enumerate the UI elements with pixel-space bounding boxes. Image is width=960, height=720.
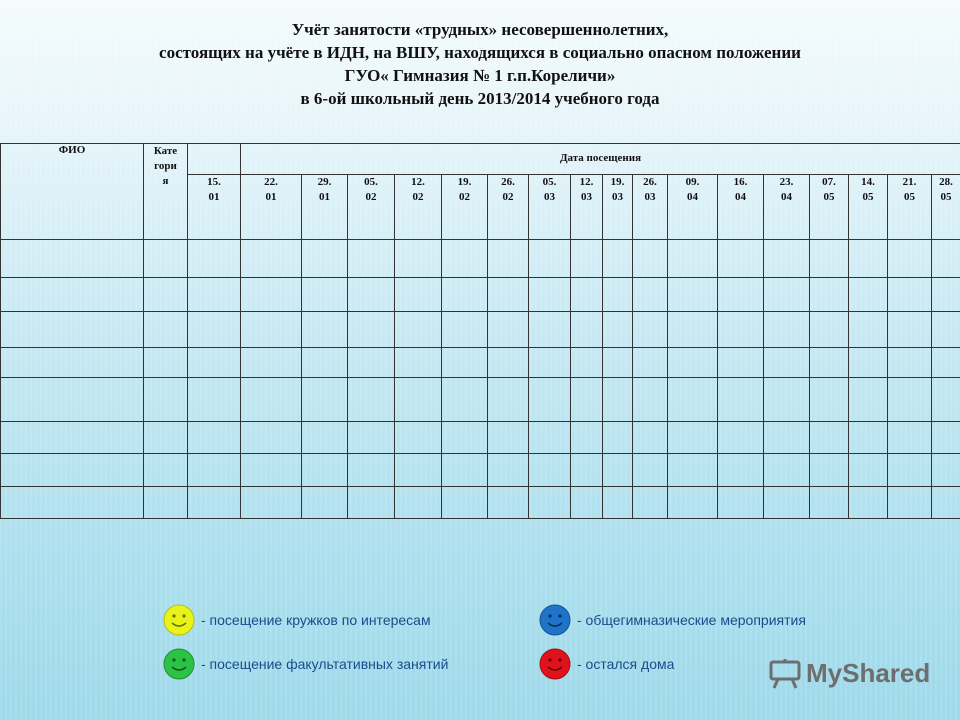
table-cell[interactable] bbox=[302, 240, 348, 278]
table-cell[interactable] bbox=[144, 278, 188, 312]
column-header-fio: ФИО bbox=[1, 144, 144, 240]
table-cell[interactable] bbox=[188, 487, 241, 519]
table-cell[interactable] bbox=[144, 348, 188, 378]
green-smiley-icon bbox=[163, 648, 195, 680]
table-cell[interactable] bbox=[442, 378, 488, 422]
table-cell[interactable] bbox=[488, 454, 529, 487]
table-cell[interactable] bbox=[764, 240, 810, 278]
table-cell[interactable] bbox=[488, 487, 529, 519]
table-cell[interactable] bbox=[395, 348, 442, 378]
date-header-cell: 14. 05 bbox=[849, 175, 888, 240]
table-cell[interactable] bbox=[932, 278, 960, 312]
table-cell[interactable] bbox=[932, 454, 960, 487]
table-cell[interactable] bbox=[529, 312, 571, 348]
table-cell[interactable] bbox=[395, 240, 442, 278]
table-cell[interactable] bbox=[810, 378, 849, 422]
table-cell[interactable] bbox=[529, 278, 571, 312]
table-cell[interactable] bbox=[571, 312, 603, 348]
table-cell[interactable] bbox=[888, 422, 932, 454]
table-cell[interactable] bbox=[849, 312, 888, 348]
table-cell[interactable] bbox=[932, 312, 960, 348]
legend-label-clubs: - посещение кружков по интересам bbox=[201, 612, 431, 628]
table-cell[interactable] bbox=[718, 422, 764, 454]
table-cell[interactable] bbox=[488, 378, 529, 422]
legend-label-electives: - посещение факультативных занятий bbox=[201, 656, 449, 672]
table-cell[interactable] bbox=[633, 240, 668, 278]
table-cell[interactable] bbox=[764, 422, 810, 454]
table-cell[interactable] bbox=[888, 240, 932, 278]
date-header-cell: 28. 05 bbox=[932, 175, 960, 240]
table-cell[interactable] bbox=[849, 378, 888, 422]
table-cell[interactable] bbox=[764, 487, 810, 519]
table-cell[interactable] bbox=[188, 422, 241, 454]
table-cell[interactable] bbox=[188, 278, 241, 312]
table-cell[interactable] bbox=[442, 240, 488, 278]
legend-item-clubs bbox=[163, 604, 431, 636]
table-cell[interactable] bbox=[932, 422, 960, 454]
table-cell[interactable] bbox=[571, 454, 603, 487]
table-cell[interactable] bbox=[348, 312, 395, 348]
table-cell[interactable] bbox=[810, 278, 849, 312]
table-cell[interactable] bbox=[571, 422, 603, 454]
date-header-cell: 12. 02 bbox=[395, 175, 442, 240]
table-cell[interactable] bbox=[603, 422, 633, 454]
table-cell[interactable] bbox=[302, 348, 348, 378]
table-cell[interactable] bbox=[529, 454, 571, 487]
table-cell[interactable] bbox=[488, 422, 529, 454]
table-cell[interactable] bbox=[529, 422, 571, 454]
table-cell[interactable] bbox=[603, 278, 633, 312]
date-header-cell: 26. 03 bbox=[633, 175, 668, 240]
date-header-cell: 05. 03 bbox=[529, 175, 571, 240]
table-cell[interactable] bbox=[764, 348, 810, 378]
table-cell[interactable] bbox=[849, 422, 888, 454]
table-cell[interactable] bbox=[241, 278, 302, 312]
table-cell[interactable] bbox=[395, 312, 442, 348]
table-cell[interactable] bbox=[302, 422, 348, 454]
table-cell[interactable] bbox=[810, 487, 849, 519]
table-cell[interactable] bbox=[633, 312, 668, 348]
table-cell[interactable] bbox=[442, 312, 488, 348]
table-cell[interactable] bbox=[302, 454, 348, 487]
table-cell[interactable] bbox=[144, 454, 188, 487]
table-cell[interactable] bbox=[488, 240, 529, 278]
category-label: Кате гори я bbox=[153, 145, 178, 187]
table-cell[interactable] bbox=[302, 312, 348, 348]
table-cell[interactable] bbox=[571, 487, 603, 519]
table-cell[interactable] bbox=[849, 348, 888, 378]
table-cell[interactable] bbox=[529, 240, 571, 278]
table-cell[interactable] bbox=[633, 278, 668, 312]
column-header-category bbox=[144, 144, 188, 240]
table-cell[interactable] bbox=[1, 454, 144, 487]
table-cell[interactable] bbox=[668, 487, 718, 519]
table-cell[interactable] bbox=[442, 348, 488, 378]
table-cell[interactable] bbox=[932, 378, 960, 422]
table-cell[interactable] bbox=[603, 378, 633, 422]
table-cell[interactable] bbox=[849, 487, 888, 519]
table-cell[interactable] bbox=[302, 378, 348, 422]
red-smiley-icon bbox=[539, 648, 571, 680]
table-cell[interactable] bbox=[668, 348, 718, 378]
table-row bbox=[1, 240, 960, 278]
table-cell[interactable] bbox=[668, 454, 718, 487]
table-cell[interactable] bbox=[1, 348, 144, 378]
table-cell[interactable] bbox=[810, 422, 849, 454]
table-cell[interactable] bbox=[1, 422, 144, 454]
date-header-cell: 07. 05 bbox=[810, 175, 849, 240]
myshared-logo bbox=[768, 658, 930, 689]
table-cell[interactable] bbox=[188, 240, 241, 278]
table-cell[interactable] bbox=[633, 487, 668, 519]
table-cell[interactable] bbox=[603, 454, 633, 487]
table-cell[interactable] bbox=[668, 240, 718, 278]
table-cell[interactable] bbox=[395, 378, 442, 422]
table-cell[interactable] bbox=[188, 312, 241, 348]
table-cell[interactable] bbox=[810, 240, 849, 278]
table-cell[interactable] bbox=[442, 422, 488, 454]
table-cell[interactable] bbox=[668, 278, 718, 312]
table-cell[interactable] bbox=[571, 348, 603, 378]
legend-label-home: - остался дома bbox=[577, 656, 675, 672]
presentation-board-icon bbox=[768, 659, 802, 689]
date-header-cell: 26. 02 bbox=[488, 175, 529, 240]
table-cell[interactable] bbox=[144, 378, 188, 422]
column-header-blank bbox=[188, 144, 241, 175]
table-cell[interactable] bbox=[932, 348, 960, 378]
legend-item-electives bbox=[163, 648, 448, 680]
table-cell[interactable] bbox=[718, 278, 764, 312]
title-line-3: ГУО« Гимназия № 1 г.п.Кореличи» bbox=[344, 66, 616, 85]
table-cell[interactable] bbox=[718, 240, 764, 278]
table-cell[interactable] bbox=[302, 278, 348, 312]
table-cell[interactable] bbox=[1, 312, 144, 348]
table-cell[interactable] bbox=[1, 487, 144, 519]
table-cell[interactable] bbox=[395, 422, 442, 454]
table-cell[interactable] bbox=[888, 348, 932, 378]
table-cell[interactable] bbox=[302, 487, 348, 519]
table-cell[interactable] bbox=[849, 454, 888, 487]
table-row bbox=[1, 312, 960, 348]
table-cell[interactable] bbox=[241, 348, 302, 378]
table-cell[interactable] bbox=[718, 312, 764, 348]
table-row bbox=[1, 348, 960, 378]
table-cell[interactable] bbox=[633, 348, 668, 378]
date-header-cell: 22. 01 bbox=[241, 175, 302, 240]
table-cell[interactable] bbox=[1, 240, 144, 278]
table-cell[interactable] bbox=[668, 312, 718, 348]
table-cell[interactable] bbox=[241, 422, 302, 454]
title-line-2: состоящих на учёте в ИДН, на ВШУ, находящихся в социально опасном положении bbox=[159, 43, 801, 62]
table-cell[interactable] bbox=[241, 240, 302, 278]
table-cell[interactable] bbox=[529, 348, 571, 378]
table-row bbox=[1, 278, 960, 312]
table-cell[interactable] bbox=[932, 487, 960, 519]
table-cell[interactable] bbox=[764, 454, 810, 487]
table-cell[interactable] bbox=[241, 454, 302, 487]
table-cell[interactable] bbox=[442, 487, 488, 519]
table-cell[interactable] bbox=[764, 312, 810, 348]
title-line-4: в 6-ой школьный день 2013/2014 учебного года bbox=[300, 89, 660, 108]
table-row bbox=[1, 378, 960, 422]
table-cell[interactable] bbox=[348, 422, 395, 454]
table-cell[interactable] bbox=[144, 422, 188, 454]
table-cell[interactable] bbox=[932, 240, 960, 278]
table-cell[interactable] bbox=[718, 487, 764, 519]
title-line-1: Учёт занятости «трудных» несовершеннолетних, bbox=[291, 20, 669, 39]
table-row bbox=[1, 487, 960, 519]
table-cell[interactable] bbox=[668, 378, 718, 422]
table-cell[interactable] bbox=[144, 312, 188, 348]
legend-item-events bbox=[539, 604, 806, 636]
table-cell[interactable] bbox=[603, 487, 633, 519]
table-cell[interactable] bbox=[1, 278, 144, 312]
table-cell[interactable] bbox=[668, 422, 718, 454]
date-header-cell: 15. 01 bbox=[188, 175, 241, 240]
table-row bbox=[1, 422, 960, 454]
table-cell[interactable] bbox=[603, 312, 633, 348]
table-cell[interactable] bbox=[348, 240, 395, 278]
table-cell[interactable] bbox=[188, 454, 241, 487]
table-cell[interactable] bbox=[633, 378, 668, 422]
table-cell[interactable] bbox=[395, 487, 442, 519]
table-cell[interactable] bbox=[144, 487, 188, 519]
table-cell[interactable] bbox=[241, 312, 302, 348]
table-cell[interactable] bbox=[395, 454, 442, 487]
table-row bbox=[1, 454, 960, 487]
table-cell[interactable] bbox=[888, 312, 932, 348]
date-header-cell: 29. 01 bbox=[302, 175, 348, 240]
table-cell[interactable] bbox=[241, 487, 302, 519]
date-header-cell: 19. 02 bbox=[442, 175, 488, 240]
table-cell[interactable] bbox=[348, 487, 395, 519]
table-cell[interactable] bbox=[529, 487, 571, 519]
table-cell[interactable] bbox=[488, 348, 529, 378]
table-cell[interactable] bbox=[849, 240, 888, 278]
date-header-cell: 21. 05 bbox=[888, 175, 932, 240]
date-header-cell: 23. 04 bbox=[764, 175, 810, 240]
date-header-cell: 16. 04 bbox=[718, 175, 764, 240]
table-cell[interactable] bbox=[395, 278, 442, 312]
table-cell[interactable] bbox=[633, 454, 668, 487]
legend-label-events: - общегимназические мероприятия bbox=[577, 612, 806, 628]
table-cell[interactable] bbox=[603, 240, 633, 278]
table-cell[interactable] bbox=[810, 348, 849, 378]
table-cell[interactable] bbox=[888, 454, 932, 487]
table-cell[interactable] bbox=[718, 348, 764, 378]
table-cell[interactable] bbox=[442, 278, 488, 312]
table-cell[interactable] bbox=[810, 454, 849, 487]
table-cell[interactable] bbox=[188, 348, 241, 378]
page-title bbox=[0, 18, 960, 110]
table-cell[interactable] bbox=[571, 278, 603, 312]
table-cell[interactable] bbox=[603, 348, 633, 378]
table-cell[interactable] bbox=[764, 378, 810, 422]
table-cell[interactable] bbox=[718, 454, 764, 487]
table-cell[interactable] bbox=[348, 454, 395, 487]
date-header-cell: 09. 04 bbox=[668, 175, 718, 240]
table-cell[interactable] bbox=[764, 278, 810, 312]
table-cell[interactable] bbox=[348, 348, 395, 378]
blue-smiley-icon bbox=[539, 604, 571, 636]
table-cell[interactable] bbox=[442, 454, 488, 487]
table-cell[interactable] bbox=[888, 378, 932, 422]
table-cell[interactable] bbox=[488, 278, 529, 312]
table-cell[interactable] bbox=[888, 487, 932, 519]
table-cell[interactable] bbox=[348, 378, 395, 422]
date-header-cell: 05. 02 bbox=[348, 175, 395, 240]
table-cell[interactable] bbox=[718, 378, 764, 422]
table-cell[interactable] bbox=[529, 378, 571, 422]
table-cell[interactable] bbox=[849, 278, 888, 312]
attendance-table bbox=[0, 143, 960, 519]
column-header-visit-date: Дата посещения bbox=[241, 144, 960, 175]
logo-text: MyShared bbox=[806, 658, 931, 688]
table-cell[interactable] bbox=[571, 240, 603, 278]
legend-item-home bbox=[539, 648, 674, 680]
table-cell[interactable] bbox=[571, 378, 603, 422]
date-header-cell: 19. 03 bbox=[603, 175, 633, 240]
table-cell[interactable] bbox=[1, 378, 144, 422]
table-cell[interactable] bbox=[633, 422, 668, 454]
table-cell[interactable] bbox=[188, 378, 241, 422]
table-cell[interactable] bbox=[241, 378, 302, 422]
yellow-smiley-icon bbox=[163, 604, 195, 636]
table-cell[interactable] bbox=[144, 240, 188, 278]
table-cell[interactable] bbox=[888, 278, 932, 312]
date-header-cell: 12. 03 bbox=[571, 175, 603, 240]
table-cell[interactable] bbox=[810, 312, 849, 348]
table-cell[interactable] bbox=[348, 278, 395, 312]
table-cell[interactable] bbox=[488, 312, 529, 348]
